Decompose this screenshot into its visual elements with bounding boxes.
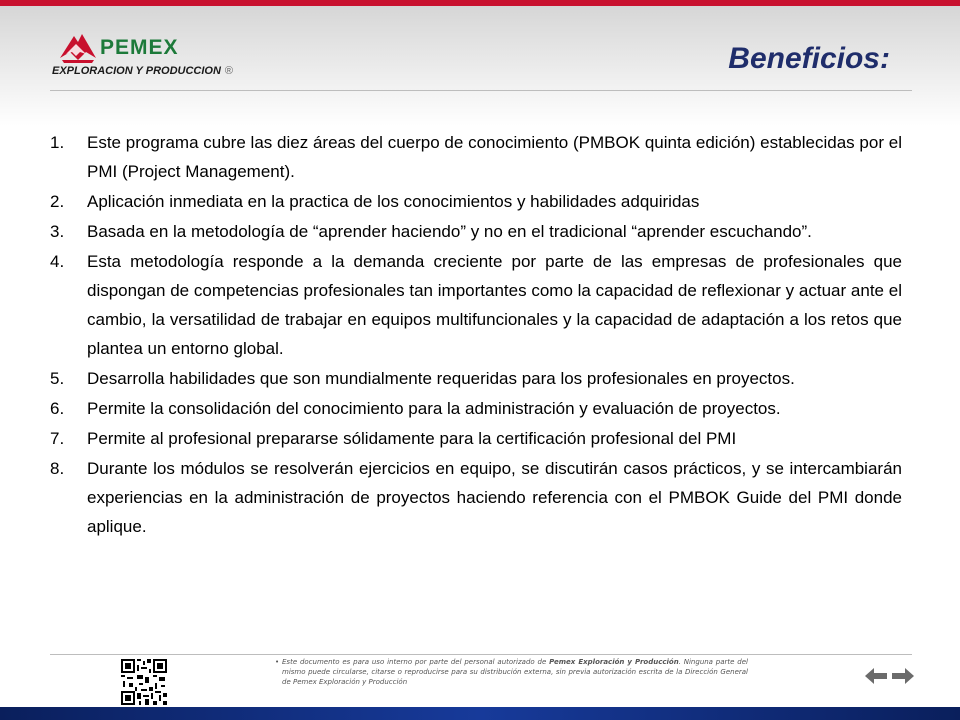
logo-subtitle-text: EXPLORACION Y PRODUCCION (52, 65, 221, 77)
item-text: Durante los módulos se resolverán ejercicios en equipo, se discutirán casos prácticos, y se intercambiarán experiencias en la administración de proyectos haciendo referencia con el PMBOK Guide del PMI donde aplique. (87, 459, 902, 536)
item-text: Basada en la metodología de “aprender haciendo” y no en el tradicional “aprender escuchando”. (87, 222, 812, 241)
item-number: 8. (50, 459, 65, 478)
disclaimer-text-2: . Ninguna parte del mismo puede circularse, citarse o reproducirse para su distribución externa, sin previa autorización escrita de la Dirección General de Pemex Exploración y Producción (282, 658, 748, 686)
slide-title: Beneficios: (728, 42, 890, 75)
item-text: Aplicación inmediata en la practica de los conocimientos y habilidades adquiridas (87, 192, 700, 211)
item-text: Esta metodología responde a la demanda creciente por parte de las empresas de profesionales que dispongan de competencias profesionales tan importantes como la capacidad de reflexionar y actuar ante el cambio, la versatilidad de trabajar en equipos multifuncionales y la capacidad de adaptación a los retos que plantea un entorno global. (87, 252, 902, 358)
header-divider (50, 90, 912, 91)
item-number: 2. (50, 192, 65, 211)
item-text: Permite al profesional prepararse sólidamente para la certificación profesional del PMI (87, 429, 737, 448)
item-number: 1. (50, 133, 65, 152)
item-text: Este programa cubre las diez áreas del cuerpo de conocimiento (PMBOK quinta edición) establecidas por el PMI (Project Management). (87, 133, 902, 181)
item-text: Permite la consolidación del conocimiento para la administración y evaluación de proyectos. (87, 399, 781, 418)
item-number: 4. (50, 252, 65, 271)
list-item (50, 247, 902, 363)
disclaimer-company: Pemex Exploración y Producción (549, 658, 679, 666)
list-item (50, 217, 902, 246)
footer-disclaimer (275, 657, 748, 687)
registered-mark: ® (224, 65, 234, 77)
pemex-eagle-icon (56, 30, 100, 64)
list-item (50, 454, 902, 541)
list-item (50, 394, 902, 423)
item-number: 6. (50, 399, 65, 418)
item-number: 5. (50, 369, 65, 388)
list-item (50, 424, 902, 453)
list-item (50, 364, 902, 393)
arrow-right-icon[interactable] (891, 667, 915, 685)
pemex-logo (52, 30, 234, 82)
disclaimer-text-1: Este documento es para uso interno por parte del personal autorizado de (282, 658, 550, 666)
arrow-left-icon[interactable] (864, 667, 888, 685)
logo-word: PEMEX (100, 36, 179, 59)
list-item (50, 128, 902, 186)
benefits-list (50, 128, 902, 542)
list-item (50, 187, 902, 216)
item-number: 7. (50, 429, 65, 448)
item-text: Desarrolla habilidades que son mundialmente requeridas para los profesionales en proyectos. (87, 369, 795, 388)
footer-divider (50, 654, 912, 655)
footer-bullet: • (275, 658, 280, 666)
qr-code-icon (121, 659, 167, 705)
logo-subtitle (52, 65, 233, 77)
item-number: 3. (50, 222, 65, 241)
bottom-blue-bar (0, 707, 960, 720)
